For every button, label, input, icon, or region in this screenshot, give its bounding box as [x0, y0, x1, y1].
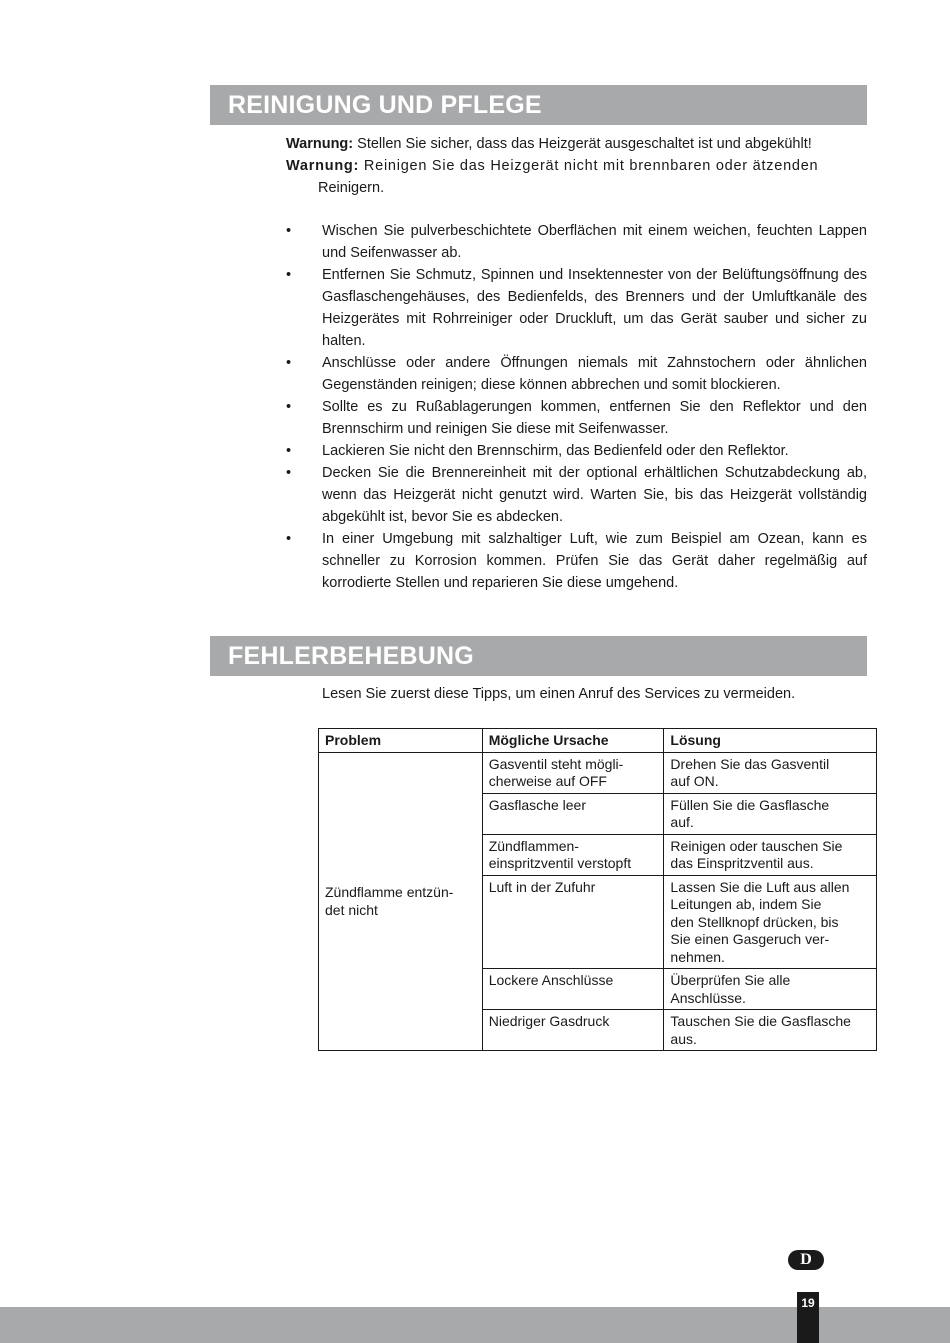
- cause-cell: Gasventil steht mögli- cherweise auf OFF: [482, 752, 664, 793]
- problem-cell: Zündflamme entzün- det nicht: [319, 752, 483, 1051]
- list-item: • Anschlüsse oder andere Öffnungen niemals mit Zahnstochern oder ähnlichen Gegenständen reinigen; diese können abbrechen und somit blockieren.: [286, 352, 867, 396]
- language-badge: D: [788, 1250, 824, 1270]
- troubleshooting-intro: Lesen Sie zuerst diese Tipps, um einen Anruf des Services zu vermeiden.: [322, 686, 796, 702]
- list-item: • Sollte es zu Rußablagerungen kommen, entfernen Sie den Reflektor und den Brennschirm und reinigen Sie diese mit Seifenwasser.: [286, 396, 867, 440]
- warning-2-text: Reinigen Sie das Heizgerät nicht mit brennbaren oder ätzenden: [363, 158, 819, 174]
- bullet-icon: •: [286, 465, 292, 481]
- column-header-cause: Mögliche Ursache: [482, 729, 664, 753]
- column-header-solution: Lösung: [664, 729, 877, 753]
- bullet-icon: •: [286, 531, 292, 547]
- troubleshooting-table: [318, 728, 877, 1051]
- solution-cell: Drehen Sie das Gasventil auf ON.: [664, 752, 877, 793]
- bullet-icon: •: [286, 223, 292, 239]
- bullet-icon: •: [286, 443, 292, 459]
- warning-2-continuation: Reinigern.: [318, 180, 385, 196]
- list-item: • Decken Sie die Brennereinheit mit der optional erhältlichen Schutzabdeckung ab, wenn das Heizgerät nicht genutzt wird. Warten Sie, bis das Heizgerät vollständig abgekühlt ist, bevor Sie es abdecken.: [286, 462, 867, 528]
- warning-1-label: Warnung:: [286, 136, 354, 152]
- cause-cell: Zündflammen- einspritzventil verstopft: [482, 834, 664, 875]
- warning-1: [286, 133, 867, 155]
- warning-1-text: Stellen Sie sicher, dass das Heizgerät ausgeschaltet ist und abgekühlt!: [357, 136, 812, 152]
- cleaning-section-title: REINIGUNG UND PFLEGE: [210, 85, 867, 125]
- solution-cell: Füllen Sie die Gasflasche auf.: [664, 793, 877, 834]
- table-row: [319, 752, 877, 793]
- troubleshooting-section-title: FEHLERBEHEBUNG: [210, 636, 867, 676]
- solution-cell: Tauschen Sie die Gasflasche aus.: [664, 1010, 877, 1051]
- solution-cell: Lassen Sie die Luft aus allen Leitungen ab, indem Sie den Stellknopf drücken, bis Sie einen Gasgeruch ver- nehmen.: [664, 875, 877, 969]
- column-header-problem: Problem: [319, 729, 483, 753]
- table-header-row: [319, 729, 877, 753]
- list-item: • Lackieren Sie nicht den Brennschirm, das Bedienfeld oder den Reflektor.: [286, 440, 867, 462]
- cleaning-instructions-list: [286, 220, 867, 594]
- page-number: 19: [797, 1292, 819, 1343]
- list-item: • Entfernen Sie Schmutz, Spinnen und Insektennester von der Belüftungsöffnung des Gasflaschengehäuses, des Bedienfelds, des Brenners und der Umluftkanäle des Heizgerätes mit Rohrreiniger oder Druckluft, um das Gerät sauber und sicher zu halten.: [286, 264, 867, 352]
- warning-2-label: Warnung:: [286, 158, 360, 174]
- list-item: • In einer Umgebung mit salzhaltiger Luft, wie zum Beispiel am Ozean, kann es schneller zu Korrosion kommen. Prüfen Sie das Gerät daher regelmäßig auf korrodierte Stellen und reparieren Sie diese umgehend.: [286, 528, 867, 594]
- cause-cell: Gasflasche leer: [482, 793, 664, 834]
- cause-cell: Luft in der Zufuhr: [482, 875, 664, 969]
- warning-2: [286, 155, 867, 199]
- cause-cell: Lockere Anschlüsse: [482, 969, 664, 1010]
- bullet-icon: •: [286, 355, 292, 371]
- solution-cell: Reinigen oder tauschen Sie das Einspritzventil aus.: [664, 834, 877, 875]
- cause-cell: Niedriger Gasdruck: [482, 1010, 664, 1051]
- bullet-icon: •: [286, 267, 292, 283]
- solution-cell: Überprüfen Sie alle Anschlüsse.: [664, 969, 877, 1010]
- bullet-icon: •: [286, 399, 292, 415]
- list-item: • Wischen Sie pulverbeschichtete Oberflächen mit einem weichen, feuchten Lappen und Seifenwasser ab.: [286, 220, 867, 264]
